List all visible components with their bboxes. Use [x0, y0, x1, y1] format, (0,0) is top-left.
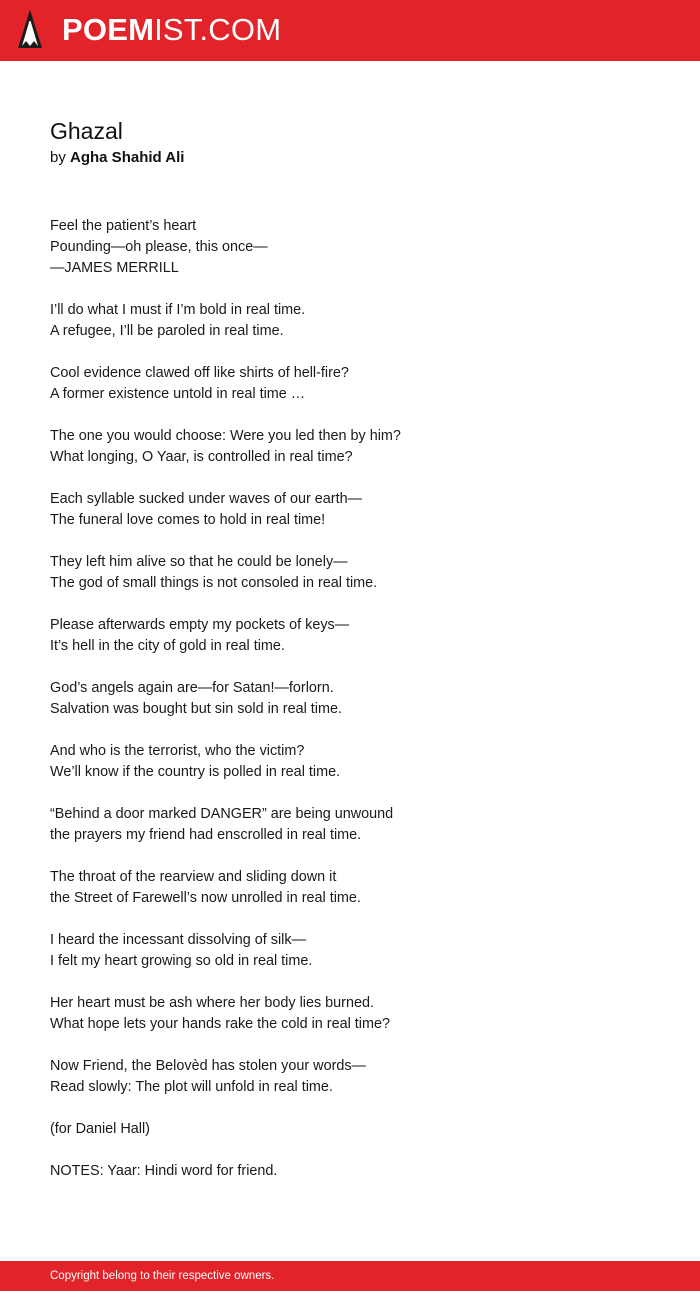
poem-stanza	[50, 930, 650, 972]
copyright-text: Copyright belong to their respective owners.	[50, 1270, 275, 1282]
poem-stanza	[50, 216, 650, 279]
poem-line: Her heart must be ash where her body lies burned.	[50, 995, 374, 1011]
poem-stanza	[50, 804, 650, 846]
poem-line: NOTES: Yaar: Hindi word for friend.	[50, 1163, 278, 1179]
poem-stanza	[50, 426, 650, 468]
poem-line: The one you would choose: Were you led then by him?	[50, 428, 401, 444]
site-logo[interactable]	[62, 12, 281, 48]
poem-line: Pounding—oh please, this once—	[50, 239, 268, 255]
poem-line: I heard the incessant dissolving of silk—	[50, 932, 306, 948]
poem-stanza	[50, 1119, 650, 1140]
poem-line: The funeral love comes to hold in real time!	[50, 512, 326, 528]
poem-line: the Street of Farewell’s now unrolled in real time.	[50, 890, 361, 906]
poem-line: What longing, O Yaar, is controlled in real time?	[50, 449, 353, 465]
site-header	[0, 0, 700, 61]
poem-title: Ghazal	[50, 118, 123, 144]
poem-line: God’s angels again are—for Satan!—forlorn.	[50, 680, 334, 696]
poem-line: Each syllable sucked under waves of our earth—	[50, 491, 362, 507]
poem-line: —JAMES MERRILL	[50, 260, 179, 276]
poem-stanza	[50, 300, 650, 342]
pencil-icon[interactable]	[18, 10, 42, 50]
poem-line: We’ll know if the country is polled in real time.	[50, 764, 341, 780]
byline-prefix: by	[50, 149, 66, 166]
poem-line: Cool evidence clawed off like shirts of hell-fire?	[50, 365, 349, 381]
byline	[50, 147, 650, 169]
poem-stanza	[50, 993, 650, 1035]
poem-stanza	[50, 489, 650, 531]
poem-line: Salvation was bought but sin sold in real time.	[50, 701, 342, 717]
poem-line: And who is the terrorist, who the victim?	[50, 743, 305, 759]
poem-stanza	[50, 615, 650, 657]
poem-line: “Behind a door marked DANGER” are being unwound	[50, 806, 394, 822]
poem-line: Read slowly: The plot will unfold in real time.	[50, 1079, 333, 1095]
poem-line: I felt my heart growing so old in real time.	[50, 953, 313, 969]
poem-stanza	[50, 552, 650, 594]
logo-bold-text: POEM	[62, 12, 155, 47]
poem-body	[50, 216, 650, 1182]
poem-line: A refugee, I’ll be paroled in real time.	[50, 323, 284, 339]
poem-stanza	[50, 867, 650, 909]
poem-line: They left him alive so that he could be lonely—	[50, 554, 348, 570]
poem-stanza	[50, 678, 650, 720]
poem-line: I’ll do what I must if I’m bold in real time.	[50, 302, 306, 318]
poem-line: A former existence untold in real time …	[50, 386, 306, 402]
poem-line: What hope lets your hands rake the cold in real time?	[50, 1016, 390, 1032]
poem-line: Feel the patient’s heart	[50, 218, 197, 234]
poem-stanza	[50, 363, 650, 405]
poem-line: Now Friend, the Belovèd has stolen your words—	[50, 1058, 366, 1074]
logo-light-text: IST.COM	[154, 12, 282, 47]
poem-line: It’s hell in the city of gold in real time.	[50, 638, 285, 654]
author-name: Agha Shahid Ali	[70, 149, 185, 166]
poem-stanza	[50, 741, 650, 783]
poem-line: the prayers my friend had enscrolled in real time.	[50, 827, 362, 843]
poem-line: The god of small things is not consoled in real time.	[50, 575, 378, 591]
poem-stanza	[50, 1161, 650, 1182]
poem-line: The throat of the rearview and sliding down it	[50, 869, 337, 885]
site-footer	[0, 1261, 700, 1291]
poem-content	[50, 116, 650, 1203]
poem-line: (for Daniel Hall)	[50, 1121, 150, 1137]
poem-line: Please afterwards empty my pockets of keys—	[50, 617, 350, 633]
poem-stanza	[50, 1056, 650, 1098]
